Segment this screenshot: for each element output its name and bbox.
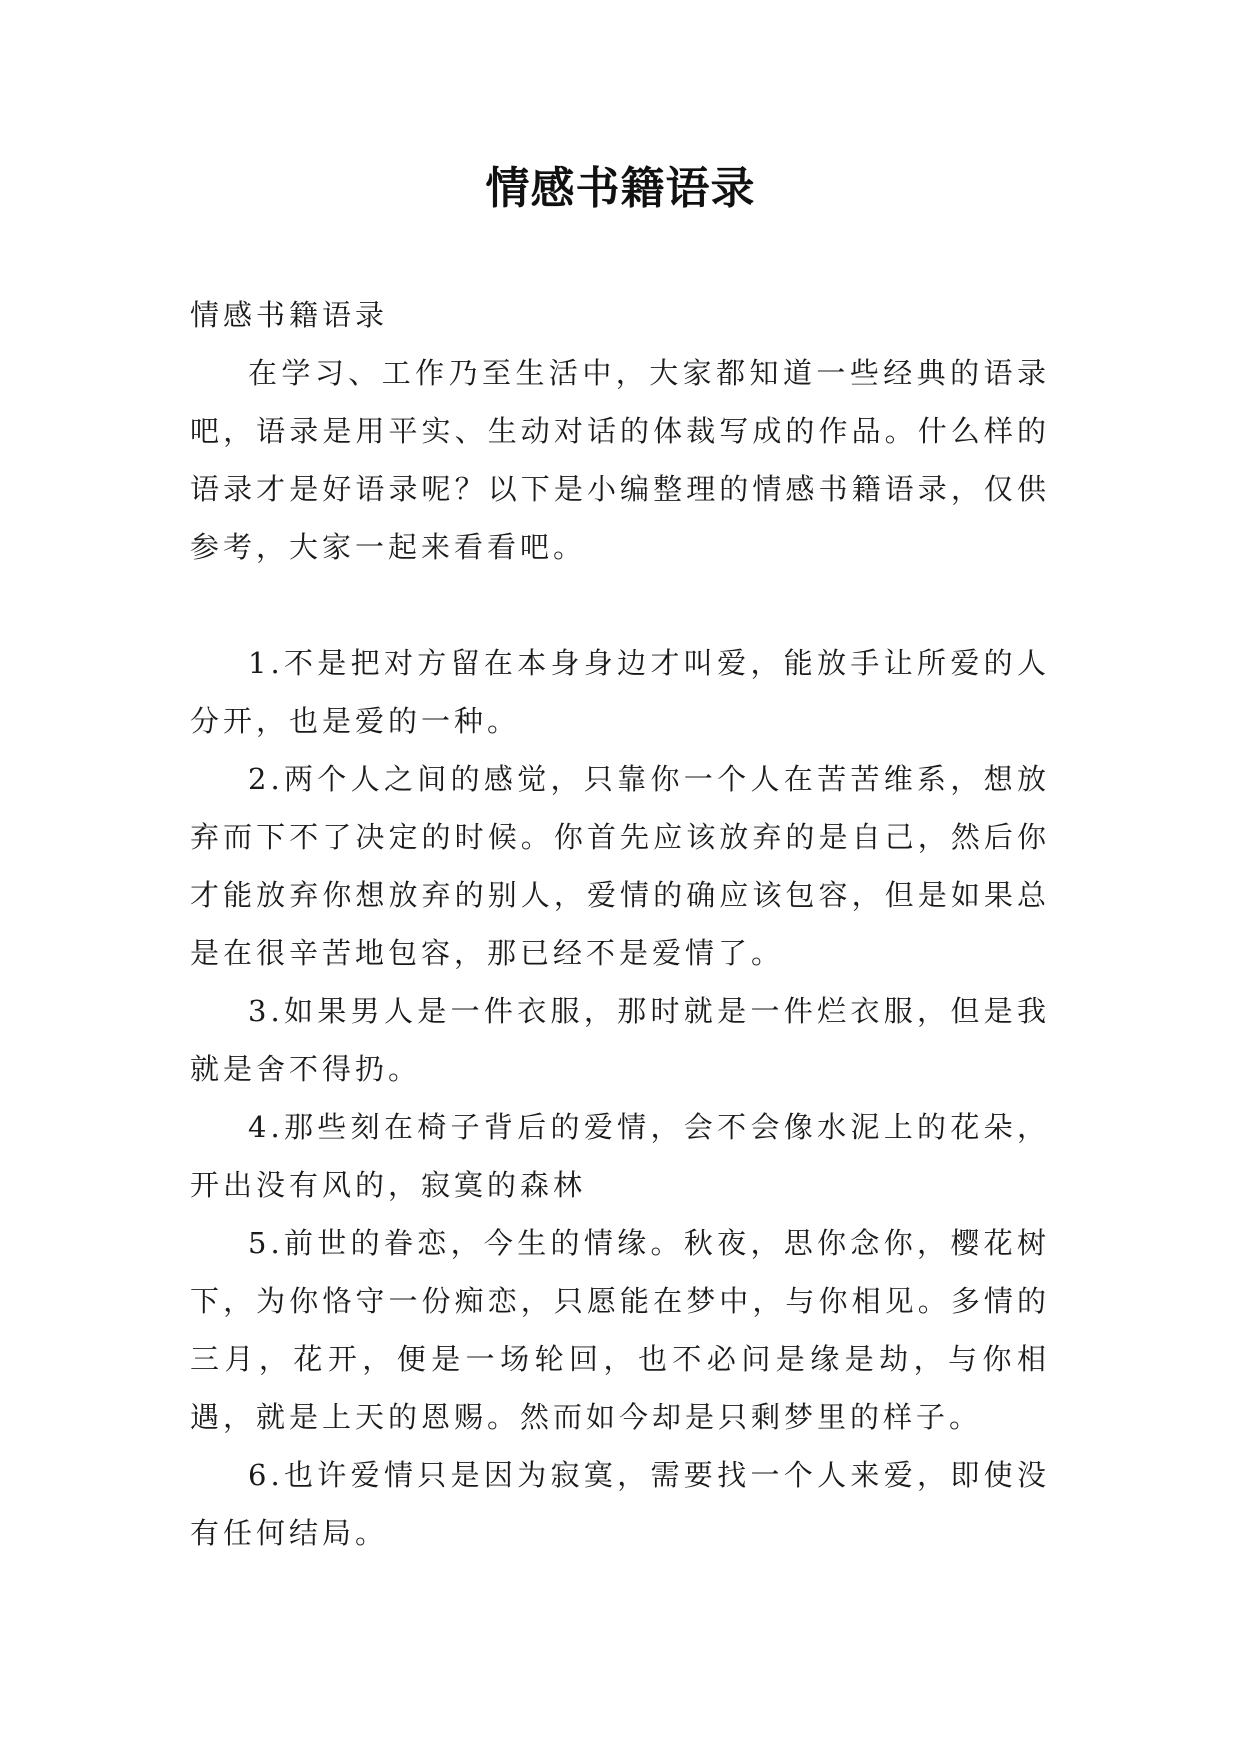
- intro-paragraph: 在学习、工作乃至生活中，大家都知道一些经典的语录吧，语录是用平实、生动对话的体裁写成的作品。什么样的语录才是好语录呢？以下是小编整理的情感书籍语录，仅供参考，大家一起来看看吧。: [190, 356, 1050, 564]
- paragraph-spacer: [190, 576, 1050, 634]
- quote-item-2: 2.两个人之间的感觉，只靠你一个人在苦苦维系，想放弃而下不了决定的时候。你首先应该放弃的是自己，然后你才能放弃你想放弃的别人，爱情的确应该包容，但是如果总是在很辛苦地包容，那已经不是爱情了。: [190, 762, 1050, 970]
- quote-item-1: 1.不是把对方留在本身身边才叫爱，能放手让所爱的人分开，也是爱的一种。: [190, 646, 1050, 738]
- document-title: 情感书籍语录: [485, 163, 756, 214]
- quote-item-4: 4.那些刻在椅子背后的爱情，会不会像水泥上的花朵，开出没有风的，寂寞的森林: [190, 1110, 1050, 1202]
- quote-item-3: 3.如果男人是一件衣服，那时就是一件烂衣服，但是我就是舍不得扔。: [190, 994, 1050, 1086]
- document-body: [190, 286, 1050, 1562]
- quote-item-5: 5.前世的眷恋，今生的情缘。秋夜，思你念你，樱花树下，为你恪守一份痴恋，只愿能在梦中，与你相见。多情的三月，花开，便是一场轮回，也不必问是缘是劫，与你相遇，就是上天的恩赐。然而如今却是只剩梦里的样子。: [190, 1226, 1050, 1434]
- quote-item-6: 6.也许爱情只是因为寂寞，需要找一个人来爱，即使没有任何结局。: [190, 1458, 1050, 1550]
- document-subtitle: 情感书籍语录: [190, 298, 389, 332]
